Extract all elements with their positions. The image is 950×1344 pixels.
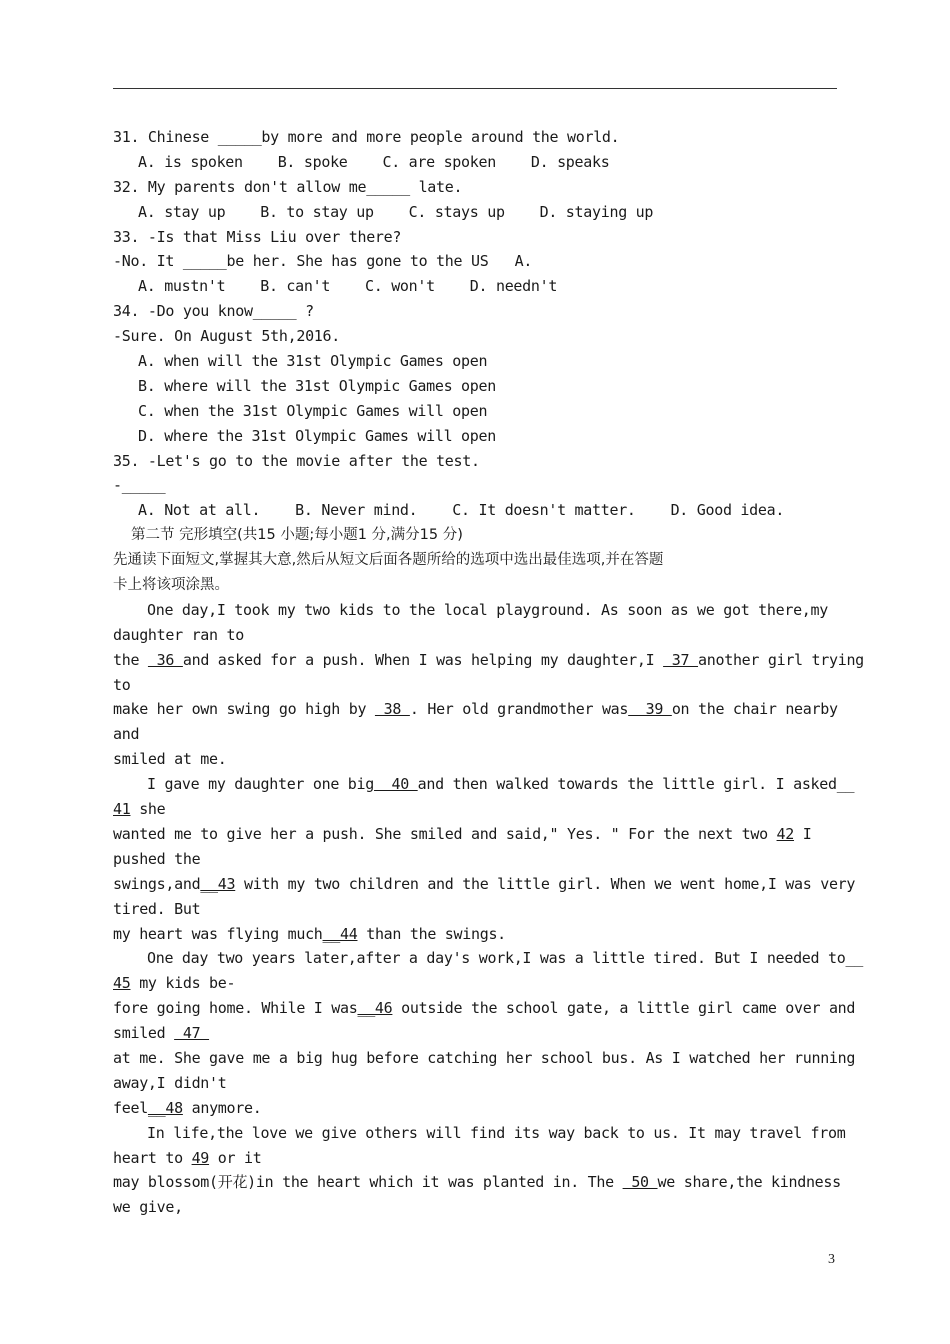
passage-line: 41 she — [113, 800, 166, 819]
question-31-stem: 31. Chinese _____by more and more people around the world. — [113, 128, 620, 146]
passage-line: swings,and__43 with my two children and the little girl. When we went home,I was very — [113, 874, 856, 893]
question-34-option-c: C. when the 31st Olympic Games will open — [138, 401, 488, 420]
question-34-option-a: A. when will the 31st Olympic Games open — [138, 352, 488, 371]
question-34-stem: 34. -Do you know_____ ? — [113, 302, 314, 321]
blank-39: 39 — [628, 700, 672, 719]
page-number: 3 — [828, 1252, 835, 1267]
passage-line: pushed the — [113, 849, 201, 868]
question-33-stem: 33. -Is that Miss Liu over there? — [113, 227, 402, 246]
section-instruction-line2: 卡上将该项涂黑。 — [113, 577, 229, 594]
blank-37: 37 — [663, 650, 699, 669]
passage-line: One day,I took my two kids to the local playground. As soon as we got there,my — [147, 600, 829, 619]
question-34-reply: -Sure. On August 5th,2016. — [113, 327, 341, 346]
question-31-options: A. is spoken B. spoke C. are spoken D. speaks — [138, 152, 610, 171]
passage-line: we give, — [113, 1198, 183, 1217]
exam-page-content — [113, 125, 864, 1220]
passage-line: 45 my kids be- — [113, 974, 236, 993]
passage-line: make her own swing go high by 38 . Her old grandmother was 39 on the chair nearby — [113, 700, 838, 719]
blank-45: 45 — [113, 974, 131, 993]
blank-47: 47 — [174, 1024, 210, 1043]
passage-line: to — [113, 675, 131, 694]
blank-44: __44 — [322, 924, 358, 943]
section-heading: 第二节 完形填空(共15 小题;每小题1 分,满分15 分) — [131, 527, 463, 544]
passage-line: In life,the love we give others will find its way back to us. It may travel from — [147, 1123, 846, 1142]
passage-line: the 36 and asked for a push. When I was helping my daughter,I 37 another girl trying — [113, 650, 864, 669]
passage-line: tired. But — [113, 899, 201, 918]
question-32-stem: 32. My parents don't allow me_____ late. — [113, 177, 463, 196]
blank-43: __43 — [200, 874, 236, 893]
question-35-reply: -_____ — [113, 476, 166, 495]
header-rule — [113, 88, 837, 89]
question-35-stem: 35. -Let's go to the movie after the test. — [113, 451, 480, 470]
question-35-options: A. Not at all. B. Never mind. C. It doesn't matter. D. Good idea. — [138, 501, 785, 520]
passage-line: and — [113, 725, 140, 744]
passage-line: One day two years later,after a day's work,I was a little tired. But I needed to__ — [147, 949, 863, 968]
passage-line: at me. She gave me a big hug before catching her school bus. As I watched her running — [113, 1048, 856, 1067]
section-instruction-line1: 先通读下面短文,掌握其大意,然后从短文后面各题所给的选项中选出最佳选项,并在答题 — [113, 552, 664, 569]
passage-line: may blossom(开花)in the heart which it was planted in. The 50 we share,the kindness — [113, 1173, 841, 1192]
question-33-options: A. mustn't B. can't C. won't D. needn't — [138, 277, 558, 296]
passage-line: wanted me to give her a push. She smiled and said," Yes. " For the next two 42 I — [113, 824, 812, 843]
passage-line: my heart was flying much__44 than the swings. — [113, 924, 506, 943]
passage-line: feel__48 anymore. — [113, 1098, 262, 1117]
passage-line: daughter ran to — [113, 625, 244, 644]
blank-50: 50 — [622, 1173, 658, 1192]
blank-36: 36 — [147, 650, 183, 669]
passage-line: fore going home. While I was__46 outside the school gate, a little girl came over and — [113, 999, 856, 1018]
passage-line: away,I didn't — [113, 1073, 227, 1092]
passage-line: I gave my daughter one big 40 and then walked towards the little girl. I asked__ — [147, 775, 855, 794]
blank-41: 41 — [113, 800, 131, 819]
blank-48: __48 — [147, 1098, 183, 1117]
passage-line: heart to 49 or it — [113, 1148, 262, 1167]
blank-46: __46 — [357, 999, 393, 1018]
blank-38: 38 — [374, 700, 410, 719]
question-32-options: A. stay up B. to stay up C. stays up D. staying up — [138, 202, 654, 221]
question-34-option-b: B. where will the 31st Olympic Games open — [138, 376, 496, 395]
question-34-option-d: D. where the 31st Olympic Games will open — [138, 426, 496, 445]
blank-49: 49 — [191, 1148, 210, 1167]
passage-line: smiled at me. — [113, 750, 227, 769]
blank-42: 42 — [776, 824, 795, 843]
blank-40: 40 — [374, 775, 418, 794]
passage-line: smiled 47 — [113, 1024, 210, 1043]
question-33-reply: -No. It _____be her. She has gone to the US A. — [113, 252, 533, 271]
